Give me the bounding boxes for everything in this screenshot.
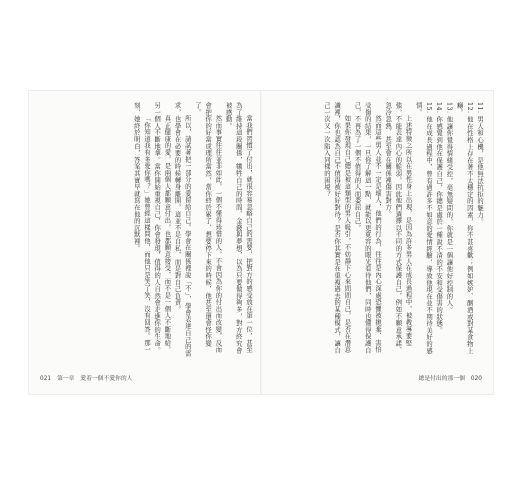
paragraph: 真正健康的愛，是兩個人都願意付出，也都願意接受，而不是一個人不斷地給，另一個人不斷地拿。當你開始重視自己，你會發現，值得的人自然會走進你的生命。 bbox=[153, 102, 171, 354]
paragraph: 然而事實往往並非如此，一個不懂得珍惜的人，不會因為你的付出而改變，反而會把你的好當成理所當然，當你終於累了、想要停下來的時候，他甚至還會怪你變了。 bbox=[193, 102, 222, 353]
paragraph: 當我們習慣了付出，就很容易忽略自己的需要，把對方的感受放在第一位，甚至為了維持這段關係，犧牲自己的時間、金錢與夢想，以為只要做得夠多，對方終究會被感動。 bbox=[224, 102, 252, 354]
paragraph: 然而這些男人並不一定是壞人，他們的行為，往往是內心深處恐懼被拋棄、害怕受傷的結果，一旦你了解這一點，就能以更寬容的眼光看待他們，同時也懂得保護自己，不再為了一個不值得的人而委屈自己。 bbox=[353, 102, 381, 354]
page-number: 020 bbox=[470, 376, 482, 382]
list-item: 11. 男人和心機，是他無法抗拒的魅力。 bbox=[476, 102, 483, 225]
book-spread bbox=[28, 90, 494, 395]
running-head: 總是付出的那一個 bbox=[418, 376, 465, 382]
paragraph: 上述特徵之所以在男性身上出現，是因為許多男人在成長過程中，被教導要堅強，不能表達內心的脆弱，因此他們選擇以不同的方式保護自己，例如不願意承諾、忽冷忽熱、甚至會在關係裡傷害對方。 bbox=[384, 102, 412, 354]
right-page-text bbox=[269, 102, 484, 357]
list-item: 15. 他在成長過程中，曾有過許多不如意的愛情經驗，導致他現在並不期待美好的感情。 bbox=[414, 102, 432, 355]
right-page bbox=[261, 90, 494, 395]
paragraph: 「你知道我有多愛你嗎？」她曾經這樣問他，而他只是笑了笑，沒有回答。那一刻，她終於明白，答案其實早就寫在他的沉默裡。 bbox=[132, 102, 150, 353]
left-page bbox=[28, 90, 261, 395]
left-page-text bbox=[40, 102, 253, 357]
page-number: 021 bbox=[40, 376, 52, 382]
right-folio bbox=[413, 373, 482, 382]
list-item: 14. 你感覺到他在保護自己，你總是處於一種說不清的不安和受傷害的狀態。 bbox=[435, 102, 443, 334]
paragraph: 所以，請試著把一部分的愛留給自己。學會在關係裡說「不」，學會表達自己的需求，也學會在必要的時候轉身離開，這並不是自私，而是對自己負責。 bbox=[173, 102, 191, 357]
list-item: 12. 他在性格上存在著不太穩定的因素，你不甚喜歡；例如嫉妒、酗酒或對某食物上癮。 bbox=[455, 102, 473, 355]
list-item: 13. 他讓你覺得情緒受控，毫無疑問的，你就是一個讓他好控制的人。 bbox=[445, 102, 453, 314]
running-head: 第一章 愛着一個不愛你的人 bbox=[57, 376, 133, 382]
paragraph: 如果你發現自己總是被這類型的男人吸引，不妨靜下心來問問自己，是否在潛意識裡，你也認為自己不值得被好好對待？是否你其實是在重複過去的某種模式，讓自己一次又一次陷入同樣的困境？ bbox=[322, 102, 351, 354]
left-folio bbox=[40, 373, 138, 382]
